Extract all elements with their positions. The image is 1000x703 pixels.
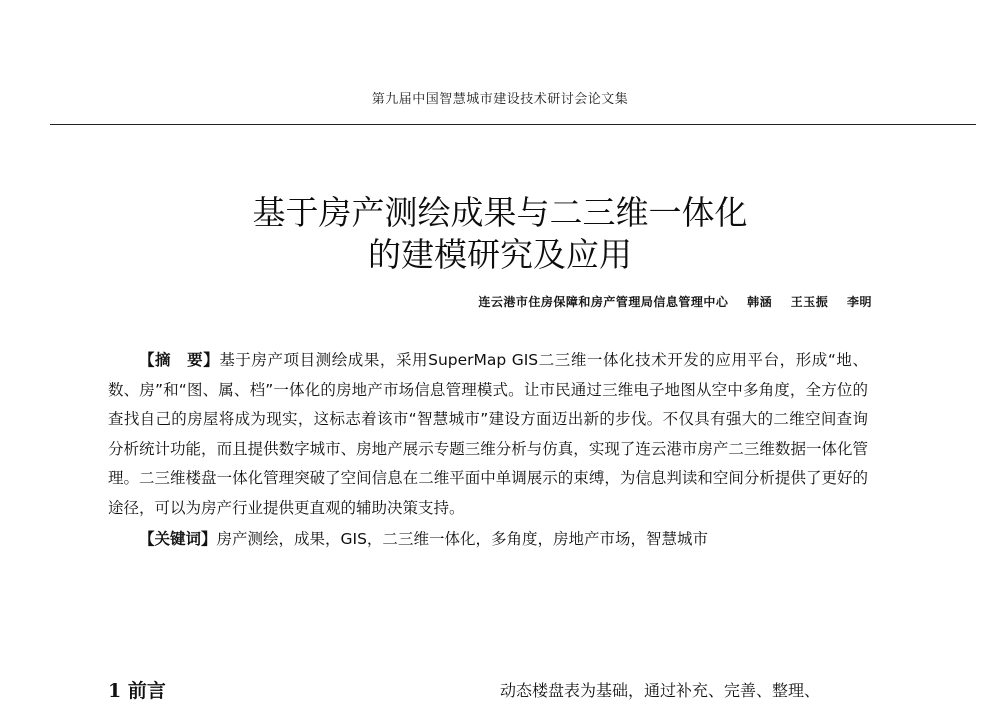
paper-title-line-1: 基于房产测绘成果与二三维一体化 (252, 193, 748, 233)
paper-title-line-2: 的建模研究及应用 (368, 235, 632, 275)
section-heading: 1 前言 (108, 680, 166, 702)
keywords-text: 房产测绘，成果，GIS，二三维一体化，多角度，房地产市场，智慧城市 (216, 530, 708, 548)
keywords-label: 【关键词】 (139, 530, 217, 548)
author-name: 李明 (846, 295, 872, 309)
abstract-label: 【摘 要】 (139, 351, 220, 369)
header-rule (50, 124, 976, 125)
author-line (478, 293, 872, 310)
abstract-block (108, 346, 868, 555)
keywords-paragraph (108, 525, 868, 555)
abstract-text: 基于房产项目测绘成果，采用SuperMap GIS二三维一体化技术开发的应用平台，形成“地、数、房”和“图、属、档”一体化的房地产市场信息管理模式。让市民通过三维电子地图从空中多角度，全方位的查找自己的房屋将成为现实，这标志着该市“智慧城市”建设方面迈出新的步伐。不仅具有强大的二维空间查询分析统计功能，而且提供数字城市、房地产展示专题三维分析与仿真，实现了连云港市房产二三维数据一体化管理。二三维楼盘一体化管理突破了空间信息在二维平面中单调展示的束缚，为信息判读和空间分析提供了更好的途径，可以为房产行业提供更直观的辅助决策支持。 (108, 351, 868, 517)
body-text-line: 动态楼盘表为基础，通过补充、完善、整理、 (500, 681, 821, 700)
affiliation: 连云港市住房保障和房产管理局信息管理中心 (478, 295, 729, 309)
paper-title (0, 192, 1000, 276)
author-name: 韩涵 (747, 295, 773, 309)
author-name: 王玉振 (790, 295, 829, 309)
running-header: 第九届中国智慧城市建设技术研讨会论文集 (371, 92, 629, 107)
abstract-paragraph (108, 346, 868, 523)
